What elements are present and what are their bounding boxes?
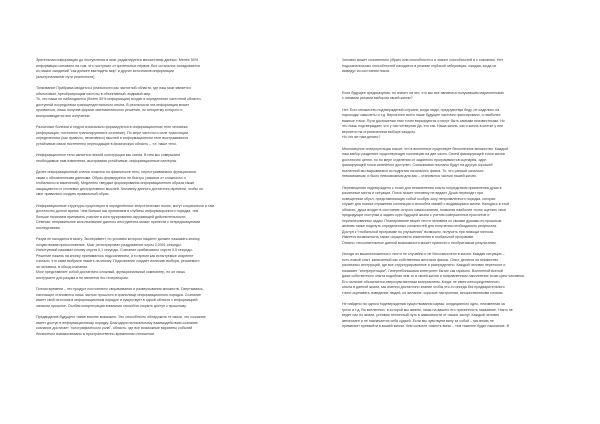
text-line: пароходы/ самолеты и т.д. Вероятнее всего наше будущее частично фиксировано, и наиболее	[342, 113, 501, 117]
text-line: подсознательных способностей находится в режиме глубокой гибернации, ожидая, когда их	[342, 63, 497, 68]
text-line: Мозг представляет собой достаточно сложный, функциональный компьютер, но он лишь	[36, 270, 186, 274]
text-line: с липкими рычами выбором своей жизни?	[342, 96, 413, 100]
paragraph	[36, 86, 298, 119]
text-line: Отвечая: неправильное использование данного инструмента может принести к непредсказуемым	[36, 220, 200, 224]
text-line: глобальности изменений). Медленно твердые формирования информационного образа также	[36, 181, 195, 185]
text-line: Имеется возможность также осуществить изменения в глобальной программе.	[342, 235, 475, 239]
paragraph	[36, 315, 298, 337]
text-line: называет "интерпретации". Гипертебольшими интегритет бытие как гармоно. Вселенной вселой	[342, 268, 503, 273]
text-line: достаточно долгое время. Чем больше мы проникаем в глубины информационного порядка, тем	[36, 209, 199, 213]
text-line: наш выбор разделяет существующую коллекцию на две части. Своей фиксирующей точки жизни	[342, 152, 505, 156]
text-line: Толкование Прибрама сводится к реальности как частотной области, где наш мозг является	[36, 86, 191, 90]
text-line: Нет. Есть множество подтверждений случаев, когда люди, предчувствуя беду, не садились на	[342, 107, 500, 112]
right-column	[342, 58, 600, 336]
text-line: (информация, постоянно транслируемая в сознание). По мере частоты и силе трансляции	[36, 130, 188, 135]
text-line: нереализованных задач. Планирование может нести человека со своими душами по прошлым	[342, 218, 502, 223]
text-line: Доступ к "глобальной программе по улучшению" возможно, получить при помощи гипноза.	[342, 229, 494, 234]
paragraph	[342, 302, 600, 330]
text-line: Но что же нам делать?	[342, 135, 381, 139]
text-line: имеет свой источник в информационном порядке и существует в одной области с информацией	[36, 298, 198, 302]
left-column	[36, 58, 298, 343]
text-line: настоящее становится лишь частью прошлого в хранилище информационного порядка. Сознание	[36, 292, 201, 297]
text-line: доступной посредством трансцендентального опыта. В реальности эта информация может	[36, 102, 190, 107]
text-line: воспроизводится все излучение.	[36, 113, 91, 118]
text-line: даже собственного опыта подобная чем-то в своей жизни и направленным наполнения точки цепи человека.	[342, 274, 525, 278]
text-line: имеет доступ в информационному порядку. Благодаря нелокальному взаимодействию сознание	[36, 320, 198, 325]
text-line: необходимые нам изменения, выстраивая устойчивые, информационные паттерны.	[36, 158, 178, 163]
paragraph	[36, 204, 298, 232]
text-line: определенных (как правило, негативных) мыслей в информационном теле выстраиваются	[36, 136, 189, 140]
text-line: бесконечно взаимосвязаны в пространственно-временном отношении.	[36, 331, 155, 336]
text-line: Многомерное интерпретация гласит, что в вселенных существует бесконечное множество. Каждый	[342, 146, 508, 151]
text-line: Перемещения подтверждено с точки для неизменения опыта посредством применения души в	[342, 185, 502, 190]
text-line: Решение нажать на кнопку принималось подсознанием, а то время как испытуемые искренне	[36, 253, 194, 258]
text-line: устойчивые связи постепенно переходящие в физическую область – т.е. наше тело.	[36, 141, 177, 146]
text-line: Испытуемый нажимал кнопку спустя 0,1 секунды. Сознание срабатывало спустя 0,5 секунды.	[36, 248, 193, 252]
text-line: за человека, в обход сознания.	[36, 264, 89, 269]
text-line: сознание достигает "голографического узла", область, где все возможные варианты событий	[36, 326, 193, 330]
text-line: Если будущее предсказуемо, но значит ли это, что мы все являемся получившим марионетками	[342, 90, 504, 95]
text-line: смог правильно создать правильный образ.	[36, 192, 110, 196]
text-line: достаточно ценно, но по мере отделения от заданного программистов сценария, один	[342, 157, 487, 162]
text-line: (альтернативные пути реальности).	[36, 74, 96, 79]
text-line: различных инструкций, где все структурированное и распределено. Каждый человек переносит и	[342, 263, 506, 267]
paragraph	[36, 237, 298, 281]
text-line: различные места и ситуации. Поток может человеку не ведает. Душа переходит при	[342, 191, 483, 195]
paragraph	[36, 287, 298, 309]
paragraph	[36, 125, 298, 147]
text-line: объективом, преобразующим частоты в объективный, видимый мир.	[36, 91, 152, 96]
text-line: автономен и не назначается себя судьей. Если мы чувствуем вину за собой – мы вновь не	[342, 318, 494, 323]
text-line: области, душа входит в состояние острого самосознания, позволяя наиболее точно оценить свои	[342, 207, 506, 212]
paragraph	[36, 58, 298, 80]
text-line: Различные болезни и недуги изначально формируются в информационном теле человека	[36, 125, 188, 129]
paragraph	[342, 91, 600, 102]
text-line: важные точки. Пути достижения этих точек варьируются и могут быть самыми неизвестными. Но	[342, 118, 505, 123]
paragraph	[342, 58, 600, 75]
text-line: Человек может сознательно убрать или способности к и значит способностей и к сознанию. Нет	[342, 58, 503, 62]
text-line: жизням также подкнуть определенных сложностей для получения необходимого результата.	[342, 224, 498, 228]
text-line: информации основано на том, что поступает от зрительных нервов. Все остальное складывается	[36, 63, 200, 68]
text-line: опыта в данной жизни, мы именно достаточно знание чтобы что-то иногда без предварительного	[342, 285, 505, 289]
text-line: Зрительная информация до поступления в мозг редактируется множеством данных. Менее 50%	[36, 58, 199, 62]
text-line: проявиться, лишь получив формат математического решения, по алгоритму которого и	[36, 108, 183, 112]
text-line: Его наличие объясняется сверхчувственным восприятием. Когда, не имея непосредственного	[342, 279, 500, 284]
text-line: служит для поиска отражения коллекции и способна связей с выдающимся жизни. Находясь в этой	[342, 202, 509, 206]
text-line: инструмент для разума и не является его генератором.	[36, 275, 129, 280]
text-line: вероятно на ограниченном выборе каждого.	[342, 129, 416, 134]
text-line: ведет нас по жизни, усеивая тепличный путь в зависимости от наших заслуг. Каждый человек	[342, 313, 500, 317]
text-line: грехи и т.д. Во вселенных, в которой мы живем, лишь на вашего его причинность наказание. Никто не	[342, 307, 513, 312]
text-line: последствиям.	[36, 225, 61, 230]
paragraph	[342, 252, 600, 296]
text-line: Не найдено ни одного подтверждения существования кармы, кондицииного одно, неизменная за	[342, 302, 505, 306]
text-line: Разум не находится в мозгу. Эксперимент, по условию которого пациент должен нажимать кнопку,	[36, 237, 201, 241]
text-line: Предвидение будущего также вполне возможно. Это способность обнаружить те связи, что сознание	[36, 315, 206, 319]
text-line: предыдущие поступки и задать курс будущей жизни с учетом совершенных просчетов и	[342, 213, 490, 217]
text-line: То, что наши не наблюдаются (более 50% информации) входит в определение частотной области,	[36, 97, 202, 101]
text-line: Далее информационный слепок ложится на физическое тело, перестраиваемого функционала	[36, 170, 196, 174]
paragraph	[342, 108, 600, 141]
text-line: применяет превзойти в вашей жизни. Чем сильнее тяжесть вины – тем тяжелее будет наказание. В	[342, 324, 510, 328]
text-line: Опасно: несознательные данной возможности может принести к необратимым результатам.	[342, 240, 497, 245]
text-line: из наших ожиданий "как должен выглядеть мир" и других источников информации	[36, 69, 174, 73]
paragraph	[342, 186, 600, 247]
text-line: считали, что сами выбрали нажать на кнопку. Подсознание создает иллюзию выбора, решаемого	[36, 259, 200, 263]
text-line: выведут из состояния покоя.	[342, 69, 391, 73]
text-line: защищаются от стилевых деструктивных мыслей. Человеку данного достаточно времени, чтобы он	[36, 186, 203, 191]
text-line: невозможным, и было невозможным для вас – становится частью нашей жизни.	[342, 174, 477, 178]
text-line: точно оценивать поведение людей, их желание, скрытые настроения, множественными словом.	[342, 290, 504, 295]
text-line: Информационное тело является некоей конструкции как схема. В нем мы совершаем	[36, 153, 180, 157]
paragraph	[342, 147, 600, 180]
text-line: больше начинаем принимать участие в конструировании окружающей действительности.	[36, 214, 187, 219]
text-line: освещенном обусл, представляющую собой особую зону непроявленного порядка, которая	[342, 196, 496, 201]
paragraph	[36, 170, 298, 198]
text-line: запасом прошлое. Особая концентрация внимания способна открыть доступ к прошлому.	[36, 303, 187, 308]
text-line: Потоки времени – это продукт постоянного сворачивания и развертывания множеств. Свертываясь,	[36, 287, 204, 291]
text-line: Исходя из вышеизложенного: ничто не случайно и не бесссмыслено в жизни. Каждая ситуация –	[342, 252, 505, 256]
paragraph	[36, 153, 298, 164]
text-line: это лишь подтверждает, что у нас четвертая Да, это так. Наша жизнь, как и жизнь в клетке у нее	[342, 124, 504, 128]
text-line: связи с обновленными данными. Образ формируется не быстро (зависит от сложности и	[36, 175, 186, 180]
text-line: фиксирующей точки семейного доступен. Союзниками посланы будут на другую хорошей	[342, 163, 493, 167]
text-line: Информационные структуры существуют в определённых энергетических полях, могут сохраниться и там	[36, 203, 214, 208]
text-line: почувствовав прикосновение. Мозг регистрировал раздражение через 0,0001 секунды.	[36, 242, 182, 247]
text-line: есть новый опыт, записанный как собственная жестокое фиксы. Опыт, делится на множество	[342, 257, 499, 262]
text-line: вселенной мы вырываемся из подрятия начального фикса. То, что раньше казалось	[342, 168, 484, 173]
